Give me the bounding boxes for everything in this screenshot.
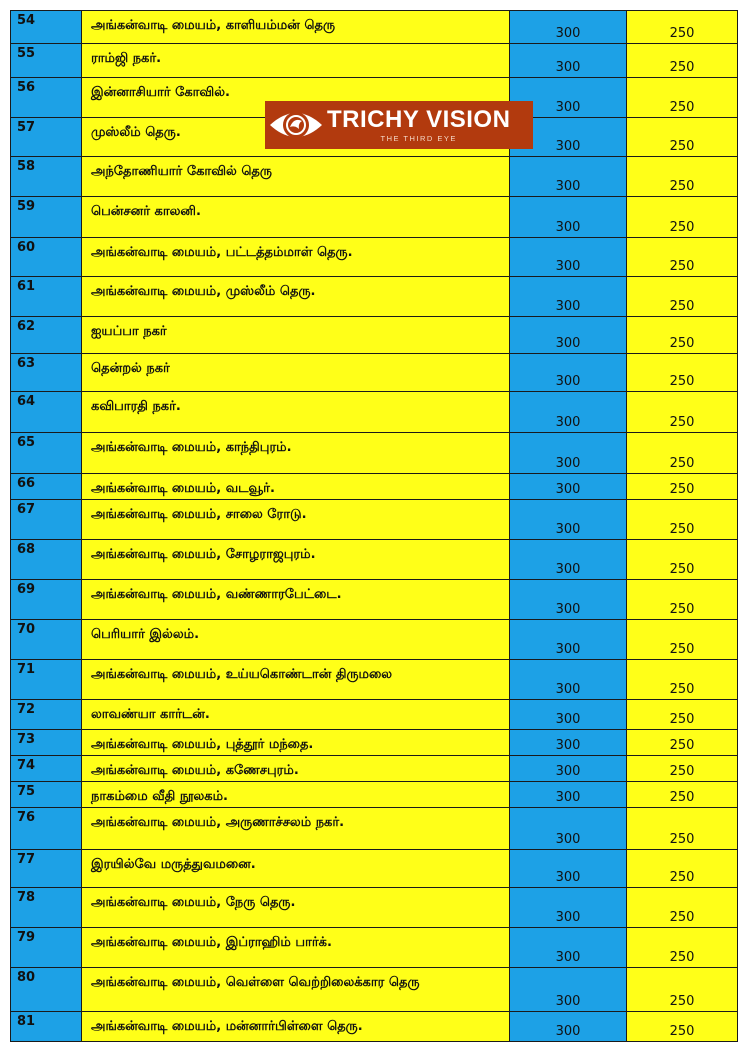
value-250-cell: 250 [627, 850, 738, 888]
location-name-cell: இன்னாசியார் கோவில். [82, 78, 510, 118]
row-number-cell: 79 [11, 928, 82, 968]
table-row [11, 700, 738, 730]
value-250-cell: 250 [627, 317, 738, 354]
data-table [10, 10, 738, 1042]
watermark-title: TRICHY VISION [327, 106, 511, 133]
value-300-cell: 300 [510, 620, 627, 660]
location-name-cell: கவிபாரதி நகர். [82, 392, 510, 433]
value-250-cell: 250 [627, 11, 738, 44]
value-300-cell: 300 [510, 888, 627, 928]
location-name-cell: அங்கன்வாடி மையம், காளியம்மன் தெரு [82, 11, 510, 44]
row-number-cell: 68 [11, 540, 82, 580]
value-250-cell: 250 [627, 888, 738, 928]
table-row [11, 888, 738, 928]
table-row [11, 580, 738, 620]
row-number-cell: 59 [11, 197, 82, 238]
table-row [11, 928, 738, 968]
location-name-cell: அங்கன்வாடி மையம், முஸ்லீம் தெரு. [82, 277, 510, 317]
table-row [11, 500, 738, 540]
location-name-cell: அங்கன்வாடி மையம், நேரு தெரு. [82, 888, 510, 928]
value-300-cell: 300 [510, 44, 627, 78]
table-row [11, 238, 738, 277]
value-250-cell: 250 [627, 118, 738, 157]
location-name-cell: அங்கன்வாடி மையம், அருணாச்சலம் நகர். [82, 808, 510, 850]
location-name-cell: அங்கன்வாடி மையம், உய்யகொண்டான் திருமலை [82, 660, 510, 700]
location-name-cell: அங்கன்வாடி மையம், சோழராஜபுரம். [82, 540, 510, 580]
value-300-cell: 300 [510, 392, 627, 433]
table-row [11, 392, 738, 433]
value-250-cell: 250 [627, 392, 738, 433]
value-300-cell: 300 [510, 238, 627, 277]
value-250-cell: 250 [627, 968, 738, 1012]
value-250-cell: 250 [627, 540, 738, 580]
row-number-cell: 57 [11, 118, 82, 157]
location-name-cell: பென்சனர் காலனி. [82, 197, 510, 238]
value-250-cell: 250 [627, 157, 738, 197]
row-number-cell: 54 [11, 11, 82, 44]
value-300-cell: 300 [510, 118, 627, 157]
row-number-cell: 75 [11, 782, 82, 808]
table-row [11, 730, 738, 756]
row-number-cell: 73 [11, 730, 82, 756]
value-300-cell: 300 [510, 756, 627, 782]
row-number-cell: 70 [11, 620, 82, 660]
row-number-cell: 62 [11, 317, 82, 354]
value-300-cell: 300 [510, 808, 627, 850]
value-250-cell: 250 [627, 730, 738, 756]
value-250-cell: 250 [627, 354, 738, 392]
table-row [11, 474, 738, 500]
location-name-cell: அங்கன்வாடி மையம், வடவூர். [82, 474, 510, 500]
value-250-cell: 250 [627, 238, 738, 277]
value-250-cell: 250 [627, 277, 738, 317]
row-number-cell: 71 [11, 660, 82, 700]
location-name-cell: நாகம்மை வீதி நூலகம். [82, 782, 510, 808]
location-name-cell: முஸ்லீம் தெரு. [82, 118, 510, 157]
value-300-cell: 300 [510, 500, 627, 540]
watermark-subtitle: THE THIRD EYE [380, 134, 457, 143]
table-row [11, 277, 738, 317]
location-name-cell: அங்கன்வாடி மையம், வண்ணாரபேட்டை. [82, 580, 510, 620]
value-300-cell: 300 [510, 928, 627, 968]
value-250-cell: 250 [627, 78, 738, 118]
row-number-cell: 64 [11, 392, 82, 433]
value-300-cell: 300 [510, 540, 627, 580]
row-number-cell: 66 [11, 474, 82, 500]
location-name-cell: அங்கன்வாடி மையம், சாலை ரோடு. [82, 500, 510, 540]
table-row [11, 44, 738, 78]
location-name-cell: அங்கன்வாடி மையம், மன்னார்பிள்ளை தெரு. [82, 1012, 510, 1042]
value-300-cell: 300 [510, 277, 627, 317]
value-300-cell: 300 [510, 317, 627, 354]
watermark-text [327, 107, 510, 143]
eye-logo-icon [265, 101, 327, 149]
value-250-cell: 250 [627, 808, 738, 850]
value-300-cell: 300 [510, 660, 627, 700]
row-number-cell: 77 [11, 850, 82, 888]
table-row [11, 968, 738, 1012]
value-300-cell: 300 [510, 782, 627, 808]
value-250-cell: 250 [627, 1012, 738, 1042]
row-number-cell: 67 [11, 500, 82, 540]
row-number-cell: 56 [11, 78, 82, 118]
location-name-cell: இரயில்வே மருத்துவமனை. [82, 850, 510, 888]
row-number-cell: 61 [11, 277, 82, 317]
row-number-cell: 69 [11, 580, 82, 620]
value-300-cell: 300 [510, 730, 627, 756]
value-250-cell: 250 [627, 660, 738, 700]
value-300-cell: 300 [510, 354, 627, 392]
value-250-cell: 250 [627, 44, 738, 78]
location-name-cell: அங்கன்வாடி மையம், இப்ராஹிம் பார்க். [82, 928, 510, 968]
location-name-cell: அங்கன்வாடி மையம், புத்தூர் மந்தை. [82, 730, 510, 756]
location-name-cell: பெரியார் இல்லம். [82, 620, 510, 660]
table-row [11, 620, 738, 660]
value-250-cell: 250 [627, 620, 738, 660]
table-row [11, 317, 738, 354]
location-name-cell: அங்கன்வாடி மையம், கணேசபுரம். [82, 756, 510, 782]
value-250-cell: 250 [627, 928, 738, 968]
table-row [11, 540, 738, 580]
row-number-cell: 58 [11, 157, 82, 197]
location-name-cell: அங்கன்வாடி மையம், காந்திபுரம். [82, 433, 510, 474]
value-300-cell: 300 [510, 78, 627, 118]
table-row [11, 354, 738, 392]
table-row [11, 756, 738, 782]
value-300-cell: 300 [510, 433, 627, 474]
table-row [11, 850, 738, 888]
row-number-cell: 80 [11, 968, 82, 1012]
row-number-cell: 76 [11, 808, 82, 850]
row-number-cell: 55 [11, 44, 82, 78]
value-250-cell: 250 [627, 782, 738, 808]
value-250-cell: 250 [627, 700, 738, 730]
row-number-cell: 78 [11, 888, 82, 928]
row-number-cell: 65 [11, 433, 82, 474]
location-name-cell: அங்கன்வாடி மையம், வெள்ளை வெற்றிலைக்கார தெரு [82, 968, 510, 1012]
value-250-cell: 250 [627, 756, 738, 782]
value-250-cell: 250 [627, 433, 738, 474]
value-300-cell: 300 [510, 11, 627, 44]
trichy-vision-watermark [265, 101, 533, 149]
data-table-sheet [10, 10, 738, 1042]
value-300-cell: 300 [510, 580, 627, 620]
row-number-cell: 63 [11, 354, 82, 392]
table-body [11, 11, 738, 1042]
location-name-cell: தென்றல் நகர் [82, 354, 510, 392]
value-300-cell: 300 [510, 157, 627, 197]
value-250-cell: 250 [627, 197, 738, 238]
value-250-cell: 250 [627, 500, 738, 540]
location-name-cell: அங்கன்வாடி மையம், பட்டத்தம்மாள் தெரு. [82, 238, 510, 277]
value-250-cell: 250 [627, 474, 738, 500]
table-row [11, 157, 738, 197]
location-name-cell: ராம்ஜி நகர். [82, 44, 510, 78]
row-number-cell: 74 [11, 756, 82, 782]
value-300-cell: 300 [510, 197, 627, 238]
location-name-cell: லாவண்யா கார்டன். [82, 700, 510, 730]
table-row [11, 660, 738, 700]
location-name-cell: அந்தோணியார் கோவில் தெரு [82, 157, 510, 197]
table-row [11, 1012, 738, 1042]
row-number-cell: 60 [11, 238, 82, 277]
row-number-cell: 72 [11, 700, 82, 730]
table-row [11, 433, 738, 474]
value-300-cell: 300 [510, 700, 627, 730]
table-row [11, 11, 738, 44]
row-number-cell: 81 [11, 1012, 82, 1042]
value-300-cell: 300 [510, 1012, 627, 1042]
location-name-cell: ஐயப்பா நகர் [82, 317, 510, 354]
value-300-cell: 300 [510, 474, 627, 500]
table-row [11, 808, 738, 850]
value-250-cell: 250 [627, 580, 738, 620]
table-row [11, 782, 738, 808]
table-row [11, 197, 738, 238]
value-300-cell: 300 [510, 968, 627, 1012]
value-300-cell: 300 [510, 850, 627, 888]
